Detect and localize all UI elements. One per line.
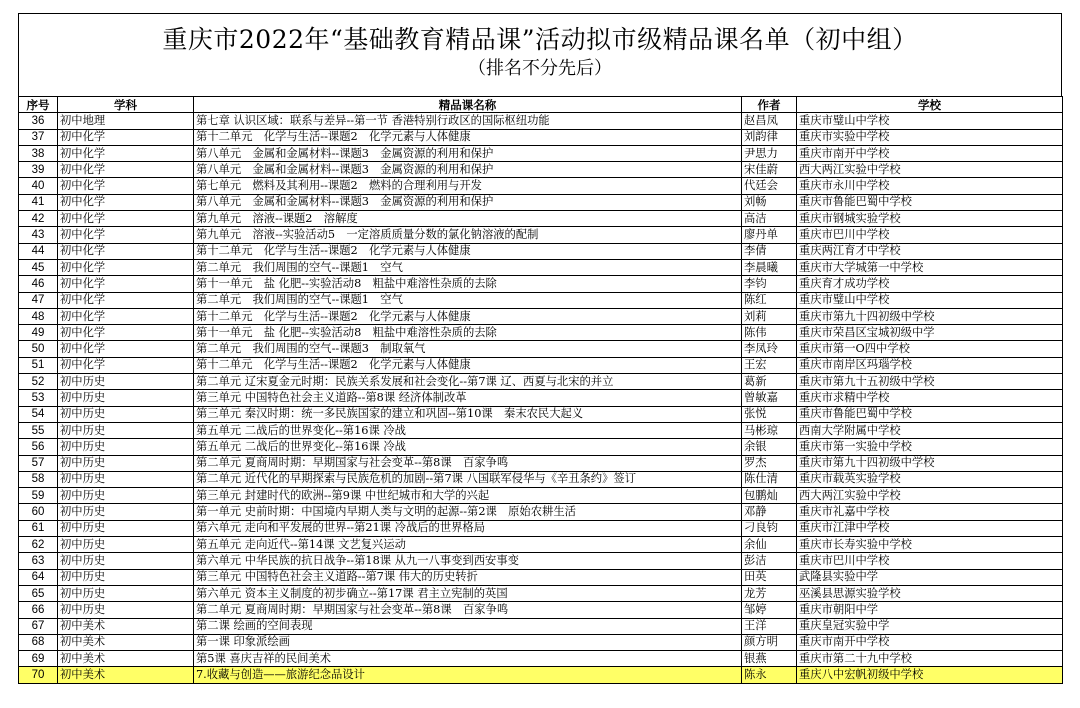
table-row <box>19 129 1063 145</box>
cell-author: 王宏 <box>742 357 797 373</box>
cell-course-name: 第一课 印象派绘画 <box>194 634 742 650</box>
cell-subject: 初中化学 <box>58 259 194 275</box>
cell-index: 42 <box>19 211 58 227</box>
cell-index: 55 <box>19 422 58 438</box>
cell-school: 西大两江实验中学校 <box>797 162 1063 178</box>
cell-subject: 初中历史 <box>58 471 194 487</box>
cell-school: 重庆育才成功学校 <box>797 276 1063 292</box>
cell-course-name: 第三单元 封建时代的欧洲--第9课 中世纪城市和大学的兴起 <box>194 488 742 504</box>
cell-subject: 初中化学 <box>58 129 194 145</box>
cell-author: 王洋 <box>742 618 797 634</box>
cell-index: 67 <box>19 618 58 634</box>
cell-subject: 初中化学 <box>58 227 194 243</box>
cell-school: 重庆市第九十五初级中学校 <box>797 374 1063 390</box>
cell-school: 重庆市第九十四初级中学校 <box>797 308 1063 324</box>
cell-subject: 初中美术 <box>58 634 194 650</box>
cell-school: 重庆市礼嘉中学校 <box>797 504 1063 520</box>
cell-subject: 初中化学 <box>58 194 194 210</box>
cell-school: 重庆市第一O四中学校 <box>797 341 1063 357</box>
cell-course-name: 第十一单元 盐 化肥--实验活动8 粗盐中难溶性杂质的去除 <box>194 276 742 292</box>
cell-course-name: 第十二单元 化学与生活--课题2 化学元素与人体健康 <box>194 243 742 259</box>
cell-author: 马彬琼 <box>742 422 797 438</box>
cell-course-name: 第七单元 燃料及其利用--课题2 燃料的合理利用与开发 <box>194 178 742 194</box>
cell-subject: 初中化学 <box>58 178 194 194</box>
cell-school: 重庆市南岸区玛瑙学校 <box>797 357 1063 373</box>
cell-index: 52 <box>19 374 58 390</box>
cell-school: 重庆市第九十四初级中学校 <box>797 455 1063 471</box>
cell-subject: 初中历史 <box>58 569 194 585</box>
cell-index: 47 <box>19 292 58 308</box>
cell-author: 彭洁 <box>742 553 797 569</box>
table-row <box>19 325 1063 341</box>
table-row <box>19 276 1063 292</box>
cell-author: 张悦 <box>742 406 797 422</box>
cell-author: 邓静 <box>742 504 797 520</box>
cell-index: 68 <box>19 634 58 650</box>
cell-index: 58 <box>19 471 58 487</box>
cell-index: 56 <box>19 439 58 455</box>
table-body <box>19 113 1063 683</box>
table-row <box>19 390 1063 406</box>
cell-subject: 初中化学 <box>58 308 194 324</box>
cell-author: 廖丹单 <box>742 227 797 243</box>
table-row <box>19 113 1063 129</box>
cell-subject: 初中历史 <box>58 488 194 504</box>
cell-author: 龙芳 <box>742 585 797 601</box>
cell-index: 41 <box>19 194 58 210</box>
cell-author: 余银 <box>742 439 797 455</box>
title-box <box>18 13 1062 96</box>
cell-course-name: 第八单元 金属和金属材料--课题3 金属资源的利用和保护 <box>194 194 742 210</box>
cell-course-name: 第二单元 夏商周时期：早期国家与社会变革--第8课 百家争鸣 <box>194 455 742 471</box>
page-title: 重庆市2022年“基础教育精品课”活动拟市级精品课名单（初中组） <box>162 25 918 54</box>
cell-course-name: 第八单元 金属和金属材料--课题3 金属资源的利用和保护 <box>194 162 742 178</box>
cell-subject: 初中美术 <box>58 667 194 683</box>
table-row <box>19 162 1063 178</box>
header-index: 序号 <box>19 97 58 113</box>
cell-school: 重庆皇冠实验中学 <box>797 618 1063 634</box>
cell-course-name: 第九单元 溶液--实验活动5 一定溶质质量分数的氯化钠溶液的配制 <box>194 227 742 243</box>
table-row <box>19 537 1063 553</box>
cell-index: 64 <box>19 569 58 585</box>
cell-index: 53 <box>19 390 58 406</box>
cell-author: 颜方明 <box>742 634 797 650</box>
table-row <box>19 471 1063 487</box>
table-row <box>19 585 1063 601</box>
cell-course-name: 第二单元 我们周围的空气--课题3 制取氧气 <box>194 341 742 357</box>
table-header-row <box>19 97 1063 113</box>
cell-index: 38 <box>19 145 58 161</box>
cell-school: 西南大学附属中学校 <box>797 422 1063 438</box>
course-table <box>18 96 1063 684</box>
cell-subject: 初中化学 <box>58 325 194 341</box>
cell-subject: 初中地理 <box>58 113 194 129</box>
cell-author: 余仙 <box>742 537 797 553</box>
cell-school: 重庆市江津中学校 <box>797 520 1063 536</box>
cell-subject: 初中历史 <box>58 537 194 553</box>
cell-subject: 初中历史 <box>58 439 194 455</box>
cell-index: 60 <box>19 504 58 520</box>
cell-index: 59 <box>19 488 58 504</box>
cell-subject: 初中历史 <box>58 553 194 569</box>
cell-index: 66 <box>19 602 58 618</box>
cell-course-name: 第三单元 中国特色社会主义道路--第8课 经济体制改革 <box>194 390 742 406</box>
table-row <box>19 439 1063 455</box>
cell-course-name: 第六单元 资本主义制度的初步确立--第17课 君主立宪制的英国 <box>194 585 742 601</box>
cell-index: 46 <box>19 276 58 292</box>
cell-index: 61 <box>19 520 58 536</box>
cell-author: 高洁 <box>742 211 797 227</box>
cell-course-name: 第十二单元 化学与生活--课题2 化学元素与人体健康 <box>194 308 742 324</box>
cell-index: 40 <box>19 178 58 194</box>
cell-author: 银燕 <box>742 651 797 667</box>
header-course-name: 精品课名称 <box>194 97 742 113</box>
cell-author: 刘莉 <box>742 308 797 324</box>
table-row <box>19 602 1063 618</box>
cell-school: 重庆市永川中学校 <box>797 178 1063 194</box>
cell-school: 重庆市第二十九中学校 <box>797 651 1063 667</box>
cell-subject: 初中化学 <box>58 276 194 292</box>
cell-author: 邹婷 <box>742 602 797 618</box>
cell-school: 重庆市长寿实验中学校 <box>797 537 1063 553</box>
cell-author: 陈永 <box>742 667 797 683</box>
table-row <box>19 455 1063 471</box>
cell-course-name: 第九单元 溶液--课题2 溶解度 <box>194 211 742 227</box>
cell-index: 49 <box>19 325 58 341</box>
table-row <box>19 634 1063 650</box>
cell-author: 刘韵律 <box>742 129 797 145</box>
cell-index: 51 <box>19 357 58 373</box>
cell-school: 重庆市第一实验中学校 <box>797 439 1063 455</box>
cell-subject: 初中美术 <box>58 651 194 667</box>
cell-index: 63 <box>19 553 58 569</box>
table-row <box>19 488 1063 504</box>
cell-course-name: 第七章 认识区域：联系与差异--第一节 香港特别行政区的国际枢纽功能 <box>194 113 742 129</box>
cell-index: 69 <box>19 651 58 667</box>
cell-author: 李倩 <box>742 243 797 259</box>
cell-course-name: 第二单元 我们周围的空气--课题1 空气 <box>194 292 742 308</box>
cell-course-name: 第十二单元 化学与生活--课题2 化学元素与人体健康 <box>194 357 742 373</box>
document-sheet <box>18 13 1062 684</box>
cell-course-name: 第三单元 秦汉时期：统一多民族国家的建立和巩固--第10课 秦末农民大起义 <box>194 406 742 422</box>
header-author: 作者 <box>742 97 797 113</box>
cell-subject: 初中历史 <box>58 422 194 438</box>
cell-school: 重庆市巴川中学校 <box>797 553 1063 569</box>
table-row <box>19 374 1063 390</box>
table-row <box>19 422 1063 438</box>
cell-subject: 初中历史 <box>58 374 194 390</box>
cell-subject: 初中化学 <box>58 243 194 259</box>
cell-course-name: 第二单元 近代化的早期探索与民族危机的加剧--第7课 八国联军侵华与《辛丑条约》签订 <box>194 471 742 487</box>
cell-author: 包鹏灿 <box>742 488 797 504</box>
cell-index: 50 <box>19 341 58 357</box>
cell-course-name: 第5课 喜庆吉祥的民间美术 <box>194 651 742 667</box>
cell-subject: 初中化学 <box>58 357 194 373</box>
cell-school: 重庆市鲁能巴蜀中学校 <box>797 194 1063 210</box>
table-row <box>19 553 1063 569</box>
cell-index: 57 <box>19 455 58 471</box>
cell-school: 西大两江实验中学校 <box>797 488 1063 504</box>
table-row <box>19 520 1063 536</box>
table-row <box>19 406 1063 422</box>
table-row <box>19 651 1063 667</box>
cell-subject: 初中化学 <box>58 162 194 178</box>
cell-school: 武隆县实验中学 <box>797 569 1063 585</box>
table-row <box>19 341 1063 357</box>
table-row <box>19 504 1063 520</box>
cell-school: 重庆市求精中学校 <box>797 390 1063 406</box>
cell-index: 36 <box>19 113 58 129</box>
cell-school: 重庆市大学城第一中学校 <box>797 259 1063 275</box>
table-row <box>19 259 1063 275</box>
cell-school: 重庆市璧山中学校 <box>797 292 1063 308</box>
cell-subject: 初中化学 <box>58 292 194 308</box>
cell-course-name: 第二课 绘画的空间表现 <box>194 618 742 634</box>
cell-course-name: 第三单元 中国特色社会主义道路--第7课 伟大的历史转折 <box>194 569 742 585</box>
cell-course-name: 第五单元 走向近代--第14课 文艺复兴运动 <box>194 537 742 553</box>
cell-course-name: 第十一单元 盐 化肥--实验活动8 粗盐中难溶性杂质的去除 <box>194 325 742 341</box>
cell-index: 48 <box>19 308 58 324</box>
header-subject: 学科 <box>58 97 194 113</box>
cell-index: 37 <box>19 129 58 145</box>
cell-school: 重庆市南开中学校 <box>797 634 1063 650</box>
cell-subject: 初中历史 <box>58 602 194 618</box>
cell-subject: 初中化学 <box>58 341 194 357</box>
cell-school: 重庆市钢城实验学校 <box>797 211 1063 227</box>
cell-author: 赵昌凤 <box>742 113 797 129</box>
cell-author: 罗杰 <box>742 455 797 471</box>
table-row <box>19 178 1063 194</box>
cell-school: 重庆两江育才中学校 <box>797 243 1063 259</box>
cell-school: 重庆市实验中学校 <box>797 129 1063 145</box>
cell-author: 李钧 <box>742 276 797 292</box>
cell-school: 重庆市鲁能巴蜀中学校 <box>797 406 1063 422</box>
header-school: 学校 <box>797 97 1063 113</box>
cell-course-name: 第六单元 中华民族的抗日战争--第18课 从九一八事变到西安事变 <box>194 553 742 569</box>
cell-author: 葛新 <box>742 374 797 390</box>
cell-subject: 初中美术 <box>58 618 194 634</box>
cell-subject: 初中化学 <box>58 211 194 227</box>
cell-author: 刁良钧 <box>742 520 797 536</box>
cell-index: 54 <box>19 406 58 422</box>
cell-author: 宋佳蔚 <box>742 162 797 178</box>
cell-subject: 初中历史 <box>58 585 194 601</box>
cell-author: 李晨曦 <box>742 259 797 275</box>
table-row <box>19 243 1063 259</box>
cell-school: 重庆市璧山中学校 <box>797 113 1063 129</box>
cell-author: 李凤玲 <box>742 341 797 357</box>
cell-school: 重庆市巴川中学校 <box>797 227 1063 243</box>
cell-index: 62 <box>19 537 58 553</box>
cell-course-name: 第一单元 史前时期：中国境内早期人类与文明的起源--第2课 原始农耕生活 <box>194 504 742 520</box>
cell-course-name: 第八单元 金属和金属材料--课题3 金属资源的利用和保护 <box>194 145 742 161</box>
cell-index: 65 <box>19 585 58 601</box>
table-row <box>19 357 1063 373</box>
cell-school: 重庆市载英实验学校 <box>797 471 1063 487</box>
cell-course-name: 第五单元 二战后的世界变化--第16课 冷战 <box>194 422 742 438</box>
cell-subject: 初中历史 <box>58 520 194 536</box>
cell-course-name: 第二单元 夏商周时期：早期国家与社会变革--第8课 百家争鸣 <box>194 602 742 618</box>
cell-index: 39 <box>19 162 58 178</box>
table-row <box>19 667 1063 683</box>
cell-subject: 初中历史 <box>58 455 194 471</box>
table-row <box>19 194 1063 210</box>
cell-subject: 初中历史 <box>58 504 194 520</box>
cell-course-name: 第六单元 走向和平发展的世界--第21课 冷战后的世界格局 <box>194 520 742 536</box>
cell-author: 田英 <box>742 569 797 585</box>
cell-course-name: 7.收藏与创造——旅游纪念品设计 <box>194 667 742 683</box>
cell-author: 曾敏嘉 <box>742 390 797 406</box>
page-subtitle: （排名不分先后） <box>468 58 612 79</box>
cell-subject: 初中历史 <box>58 406 194 422</box>
cell-subject: 初中历史 <box>58 390 194 406</box>
cell-school: 重庆市南开中学校 <box>797 145 1063 161</box>
cell-school: 重庆市荣昌区宝城初级中学 <box>797 325 1063 341</box>
table-row <box>19 145 1063 161</box>
cell-school: 重庆八中宏帆初级中学校 <box>797 667 1063 683</box>
cell-author: 代廷会 <box>742 178 797 194</box>
cell-author: 陈红 <box>742 292 797 308</box>
cell-subject: 初中化学 <box>58 145 194 161</box>
cell-author: 刘畅 <box>742 194 797 210</box>
cell-author: 尹思力 <box>742 145 797 161</box>
cell-index: 43 <box>19 227 58 243</box>
cell-author: 陈伟 <box>742 325 797 341</box>
table-row <box>19 227 1063 243</box>
cell-school: 巫溪县思源实验学校 <box>797 585 1063 601</box>
cell-course-name: 第十二单元 化学与生活--课题2 化学元素与人体健康 <box>194 129 742 145</box>
cell-course-name: 第二单元 辽宋夏金元时期：民族关系发展和社会变化--第7课 辽、西夏与北宋的并立 <box>194 374 742 390</box>
cell-index: 45 <box>19 259 58 275</box>
table-row <box>19 308 1063 324</box>
cell-course-name: 第二单元 我们周围的空气--课题1 空气 <box>194 259 742 275</box>
cell-index: 44 <box>19 243 58 259</box>
cell-school: 重庆市朝阳中学 <box>797 602 1063 618</box>
cell-index: 70 <box>19 667 58 683</box>
table-row <box>19 569 1063 585</box>
cell-course-name: 第五单元 二战后的世界变化--第16课 冷战 <box>194 439 742 455</box>
table-row <box>19 211 1063 227</box>
cell-author: 陈仕清 <box>742 471 797 487</box>
table-row <box>19 618 1063 634</box>
table-row <box>19 292 1063 308</box>
